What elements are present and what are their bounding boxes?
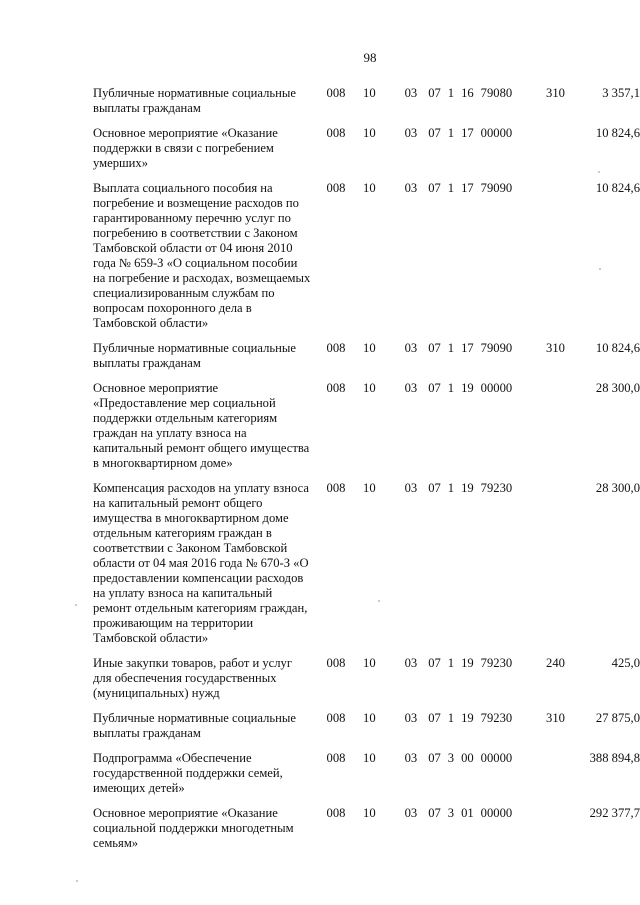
target-article-code (422, 806, 538, 861)
code-part: 00000 (480, 126, 513, 140)
table-row (93, 751, 640, 806)
code-part: 3 (447, 751, 455, 765)
section-code: 10 (363, 711, 376, 725)
target-article-code (422, 86, 538, 126)
table-row (93, 341, 640, 381)
code-part: 07 (428, 181, 441, 195)
section-code: 10 (363, 656, 376, 670)
table-row (93, 381, 640, 481)
code-part: 79230 (480, 481, 513, 495)
ministry-code: 008 (326, 751, 346, 765)
subsection-code: 03 (404, 481, 418, 495)
expense-type-code (538, 751, 581, 806)
code-part: 79090 (480, 181, 513, 195)
row-amount: 10 824,6 (595, 126, 640, 140)
ministry-code: 008 (326, 806, 346, 820)
expense-type-code (538, 126, 581, 181)
section-code: 10 (363, 126, 376, 140)
code-part: 07 (428, 86, 441, 100)
row-description: Иные закупки товаров, работ и услуг для обеспечения государственных (муниципальных) нужд (93, 656, 293, 700)
code-part: 00000 (480, 381, 513, 395)
row-description: Публичные нормативные социальные выплаты гражданам (93, 711, 296, 740)
table-row (93, 86, 640, 126)
code-part: 17 (461, 341, 474, 355)
row-amount: 27 875,0 (595, 711, 640, 725)
row-description: Компенсация расходов на уплату взноса на капитальный ремонт общего имущества в многоквартирном доме отдельным категориям граждан в соответствии с Законом Тамбовской области от 04 мая 2016 года № 670-З «О предоставлении компенсации расходов на уплату взноса на капитальный ремонт отдельным категориям граждан, проживающим на территории Тамбовской области» (93, 481, 309, 645)
subsection-code: 03 (404, 711, 418, 725)
target-article-code (422, 181, 538, 341)
code-part: 1 (447, 381, 455, 395)
expense-type-code (538, 181, 581, 341)
row-description: Основное мероприятие «Оказание поддержки в связи с погребением умерших» (93, 126, 278, 170)
table-row (93, 181, 640, 341)
target-article-code (422, 656, 538, 711)
target-article-code (422, 751, 538, 806)
expense-type-code: 310 (546, 711, 565, 725)
section-code: 10 (363, 481, 376, 495)
table-row (93, 806, 640, 861)
subsection-code: 03 (404, 341, 418, 355)
code-part: 16 (461, 86, 474, 100)
code-part: 79080 (480, 86, 513, 100)
code-part: 07 (428, 656, 441, 670)
code-part: 07 (428, 126, 441, 140)
code-part: 00000 (480, 751, 513, 765)
code-part: 79230 (480, 711, 513, 725)
expense-type-code (538, 806, 581, 861)
code-part: 07 (428, 481, 441, 495)
expense-type-code: 310 (546, 341, 565, 355)
row-description: Выплата социального пособия на погребение и возмещение расходов по гарантированному перечню услуг по погребению в соответствии с Законом Тамбовской области от 04 июня 2010 года № 659-З «О социальном пособии на погребение и расходах, возмещаемых специализированным службам по вопросам похоронного дела в Тамбовской области» (93, 181, 311, 330)
row-amount: 292 377,7 (589, 806, 640, 820)
code-part: 1 (447, 126, 455, 140)
code-part: 17 (461, 126, 474, 140)
ministry-code: 008 (326, 381, 346, 395)
code-part: 19 (461, 381, 474, 395)
code-part: 19 (461, 481, 474, 495)
subsection-code: 03 (404, 381, 418, 395)
expense-type-code: 240 (546, 656, 565, 670)
section-code: 10 (363, 381, 376, 395)
ministry-code: 008 (326, 181, 346, 195)
ministry-code: 008 (326, 711, 346, 725)
expense-type-code: 310 (546, 86, 565, 100)
code-part: 07 (428, 341, 441, 355)
row-amount: 10 824,6 (595, 341, 640, 355)
code-part: 1 (447, 341, 455, 355)
subsection-code: 03 (404, 806, 418, 820)
row-amount: 28 300,0 (595, 481, 640, 495)
section-code: 10 (363, 751, 376, 765)
target-article-code (422, 481, 538, 656)
row-amount: 28 300,0 (595, 381, 640, 395)
target-article-code (422, 711, 538, 751)
code-part: 07 (428, 806, 441, 820)
section-code: 10 (363, 341, 376, 355)
code-part: 01 (461, 806, 474, 820)
row-amount: 10 824,6 (595, 181, 640, 195)
code-part: 00 (461, 751, 474, 765)
code-part: 07 (428, 751, 441, 765)
expense-type-code (538, 381, 581, 481)
subsection-code: 03 (404, 86, 418, 100)
code-part: 79230 (480, 656, 513, 670)
code-part: 1 (447, 656, 455, 670)
target-article-code (422, 341, 538, 381)
code-part: 07 (428, 381, 441, 395)
table-row (93, 656, 640, 711)
code-part: 17 (461, 181, 474, 195)
section-code: 10 (363, 86, 376, 100)
ministry-code: 008 (326, 126, 346, 140)
section-code: 10 (363, 181, 376, 195)
code-part: 19 (461, 711, 474, 725)
subsection-code: 03 (404, 126, 418, 140)
table-row (93, 711, 640, 751)
ministry-code: 008 (326, 86, 346, 100)
row-amount: 3 357,1 (602, 86, 640, 100)
row-amount: 388 894,8 (589, 751, 640, 765)
code-part: 3 (447, 806, 455, 820)
page-number: 98 (363, 50, 377, 65)
code-part: 00000 (480, 806, 513, 820)
row-description: Подпрограмма «Обеспечение государственной поддержки семей, имеющих детей» (93, 751, 283, 795)
budget-table (93, 86, 640, 861)
row-amount: 425,0 (611, 656, 640, 670)
ministry-code: 008 (326, 656, 346, 670)
ministry-code: 008 (326, 481, 346, 495)
code-part: 1 (447, 711, 455, 725)
code-part: 19 (461, 656, 474, 670)
subsection-code: 03 (404, 751, 418, 765)
row-description: Основное мероприятие «Предоставление мер социальной поддержки отдельным категориям граждан на уплату взноса на капитальный ремонт общего имущества в многоквартирном доме» (93, 381, 310, 470)
table-row (93, 126, 640, 181)
code-part: 79090 (480, 341, 513, 355)
ministry-code: 008 (326, 341, 346, 355)
target-article-code (422, 381, 538, 481)
target-article-code (422, 126, 538, 181)
expense-type-code (538, 481, 581, 656)
row-description: Публичные нормативные социальные выплаты гражданам (93, 341, 296, 370)
row-description: Публичные нормативные социальные выплаты гражданам (93, 86, 296, 115)
row-description: Основное мероприятие «Оказание социальной поддержки многодетным семьям» (93, 806, 294, 850)
code-part: 1 (447, 86, 455, 100)
subsection-code: 03 (404, 656, 418, 670)
table-row (93, 481, 640, 656)
code-part: 07 (428, 711, 441, 725)
subsection-code: 03 (404, 181, 418, 195)
code-part: 1 (447, 481, 455, 495)
section-code: 10 (363, 806, 376, 820)
code-part: 1 (447, 181, 455, 195)
